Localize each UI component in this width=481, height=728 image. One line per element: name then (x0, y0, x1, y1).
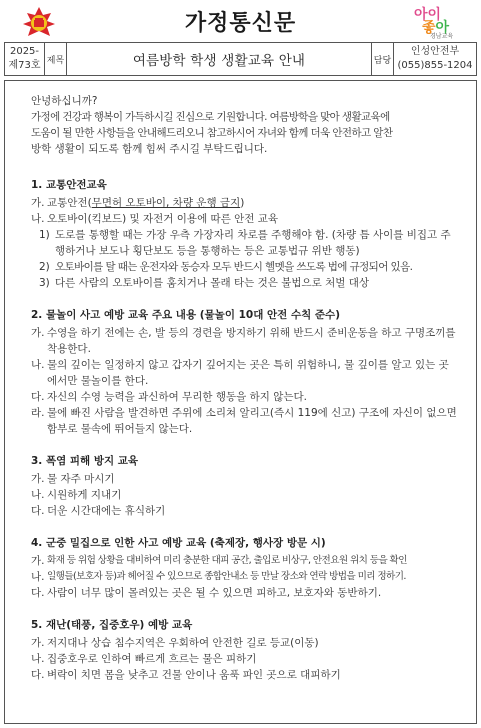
list-item: 라. 물에 빠진 사람을 발견하면 주위에 소리쳐 알리고(즉시 119에 신고) 구조에 자신이 없으면 함부로 물속에 뛰어들지 않는다. (31, 407, 457, 435)
issue-year: 2025- (9, 46, 40, 57)
subject-title: 여름방학 학생 생활교육 안내 (67, 43, 372, 75)
contact-cell (394, 43, 476, 75)
subject-label: 제목 (45, 43, 67, 75)
section-title: 3. 폭염 피해 방지 교육 (31, 455, 139, 467)
issue-number-cell (5, 43, 45, 75)
logo-line3: 경남교육 (430, 33, 454, 40)
list-item: 나. 일행들(보호자 등)과 헤어질 수 있으므로 종합안내소 등 만날 장소와 연락 방법을 미리 정하기. (31, 571, 406, 583)
list-item: 나. 오토바이(킥보드) 및 자전거 이용에 따른 안전 교육 (31, 213, 279, 225)
section-title: 4. 군중 밀집으로 인한 사고 예방 교육 (축제장, 행사장 방문 시) (31, 537, 326, 549)
list-item: 가. 저지대나 상습 침수지역은 우회하여 안전한 길로 등교(이동) (31, 637, 319, 649)
section-title: 5. 재난(태풍, 집중호우) 예방 교육 (31, 619, 193, 631)
section-water-safety (31, 307, 457, 437)
phone-number: (055)855-1204 (397, 60, 473, 71)
underlined-text: 무면허 오토바이, 차량 운행 금지 (91, 197, 241, 209)
department-name: 인성안전부 (410, 46, 460, 57)
sub-item: 3) 다른 사람의 오토바이를 훔치거나 몰래 타는 것은 불법으로 처벌 대상 (39, 277, 370, 289)
list-item: 다. 벼락이 치면 몸을 낮추고 건물 안이나 움푹 파인 곳으로 대피하기 (31, 669, 341, 681)
logo-line2: 좋아 (422, 20, 450, 36)
logo-line1: 아이 (414, 7, 442, 23)
list-item: 나. 집중호우로 인하여 빠르게 흐르는 물은 피하기 (31, 653, 257, 665)
body-box (4, 80, 477, 724)
list-item: 가. 화재 등 위험 상황을 대비하여 미리 충분한 대피 공간, 출입로 비상구, 안전요원 위치 등을 확인 (31, 555, 407, 567)
list-item: 나. 물의 깊이는 일정하지 않고 갑자기 깊어지는 곳은 특히 위험하니, 물 깊이를 알고 있는 곳에서만 물놀이를 한다. (31, 359, 449, 387)
education-office-logo (414, 4, 464, 38)
list-item: 가. 물 자주 마시기 (31, 473, 115, 485)
issue-no: 제73호 (8, 60, 41, 71)
list-item: 가. 수영을 하기 전에는 손, 발 등의 경련을 방지하기 위해 반드시 준비운동을 하고 구명조끼를 착용한다. (31, 327, 456, 355)
section-disaster (31, 617, 457, 683)
manager-label: 담당 (372, 43, 394, 75)
greeting-line: 도움이 될 만한 사항들을 안내해드리오니 참고하시어 자녀와 함께 더욱 안전하고 알찬 (31, 127, 393, 139)
sub-item: 1) 도로를 통행할 때는 가장 우측 가장자리 차로를 주행해야 함. (차량 틈 사이를 비집고 주행하거나 보도나 횡단보도 등을 통행하는 등은 교통법규 위반 행동) (39, 229, 451, 257)
list-item: 다. 자신의 수영 능력을 과신하여 무리한 행동을 하지 않는다. (31, 391, 307, 403)
info-table (4, 42, 477, 76)
greeting-line: 방학 생활이 되도록 함께 힘써 주시길 부탁드립니다. (31, 143, 268, 155)
section-title: 1. 교통안전교육 (31, 179, 107, 191)
greeting-line: 안녕하십니까? (31, 95, 98, 107)
greeting-line: 가정에 건강과 행복이 가득하시길 진심으로 기원합니다. 여름방학을 맞아 생활교육에 (31, 111, 390, 123)
section-crowd-safety (31, 535, 457, 601)
list-item: 다. 사람이 너무 많이 몰려있는 곳은 될 수 있으면 피하고, 보호자와 동반하기. (31, 587, 382, 599)
section-heatwave (31, 453, 457, 519)
list-item: 다. 더운 시간대에는 휴식하기 (31, 505, 166, 517)
header (0, 0, 481, 42)
list-item: 나. 시원하게 지내기 (31, 489, 122, 501)
section-traffic-safety (31, 177, 457, 291)
page-title: 가정통신문 (184, 11, 297, 36)
section-title: 2. 물놀이 사고 예방 교육 주요 내용 (물놀이 10대 안전 수칙 준수) (31, 309, 341, 321)
letter-content (31, 93, 457, 683)
sub-item: 2) 오토바이를 탈 때는 운전자와 동승자 모두 반드시 헬멧을 쓰도록 법에 규정되어 있음. (39, 261, 413, 273)
list-item: 가. 교통안전(무면허 오토바이, 차량 운행 금지) (31, 197, 245, 209)
